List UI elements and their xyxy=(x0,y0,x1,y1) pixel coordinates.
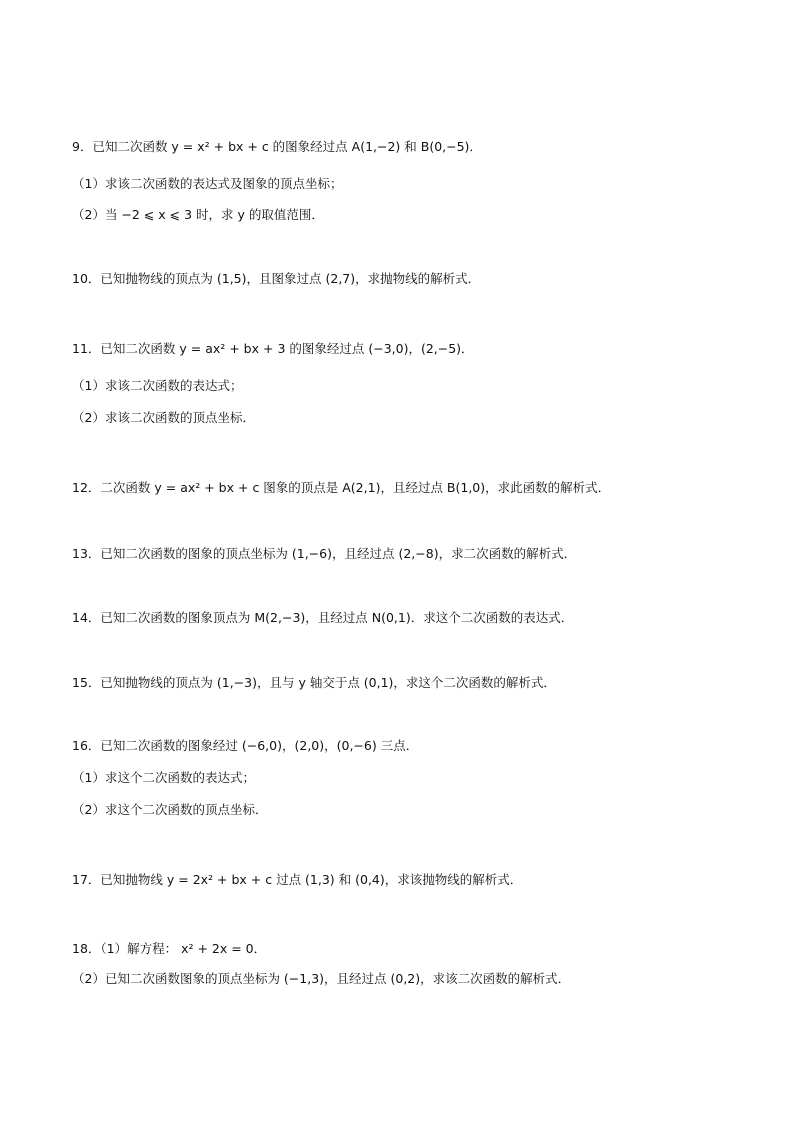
problem-15-statement: 15．已知抛物线的顶点为 (1,−3)，且与 y 轴交于点 (0,1)，求这个二次函数的解析式． xyxy=(72,675,556,690)
problem-9-part-2: （2）当 −2 ⩽ x ⩽ 3 时，求 y 的取值范围． xyxy=(72,207,324,222)
problem-9-statement: 9．已知二次函数 y = x² + bx + c 的图象经过点 A(1,−2) 和 B(0,−5)． xyxy=(72,139,482,154)
problem-11-part-1: （1）求该二次函数的表达式； xyxy=(72,378,243,393)
problem-18-part-1: 18．（1）解方程： x² + 2x = 0． xyxy=(72,941,267,956)
problem-11-part-2: （2）求该二次函数的顶点坐标． xyxy=(72,410,255,425)
problem-16-part-1: （1）求这个二次函数的表达式； xyxy=(72,770,255,785)
problem-10-statement: 10．已知抛物线的顶点为 (1,5)，且图象过点 (2,7)，求抛物线的解析式． xyxy=(72,271,481,286)
problem-11-statement: 11．已知二次函数 y = ax² + bx + 3 的图象经过点 (−3,0)，(2,−5)． xyxy=(72,341,474,356)
problem-17-statement: 17．已知抛物线 y = 2x² + bx + c 过点 (1,3) 和 (0,4)，求该抛物线的解析式． xyxy=(72,872,523,887)
problem-18-part-2: （2）已知二次函数图象的顶点坐标为 (−1,3)，且经过点 (0,2)，求该二次函数的解析式． xyxy=(72,971,571,986)
problem-13-statement: 13．已知二次函数的图象的顶点坐标为 (1,−6)，且经过点 (2,−8)，求二次函数的解析式． xyxy=(72,546,577,561)
problem-9-part-1: （1）求该二次函数的表达式及图象的顶点坐标； xyxy=(72,176,343,191)
problem-12-statement: 12．二次函数 y = ax² + bx + c 图象的顶点是 A(2,1)，且经过点 B(1,0)，求此函数的解析式． xyxy=(72,480,611,495)
problem-16-statement: 16．已知二次函数的图象经过 (−6,0)，(2,0)，(0,−6) 三点． xyxy=(72,738,419,753)
problem-16-part-2: （2）求这个二次函数的顶点坐标． xyxy=(72,802,268,817)
problem-14-statement: 14．已知二次函数的图象顶点为 M(2,−3)，且经过点 N(0,1)．求这个二次函数的表达式． xyxy=(72,610,574,625)
